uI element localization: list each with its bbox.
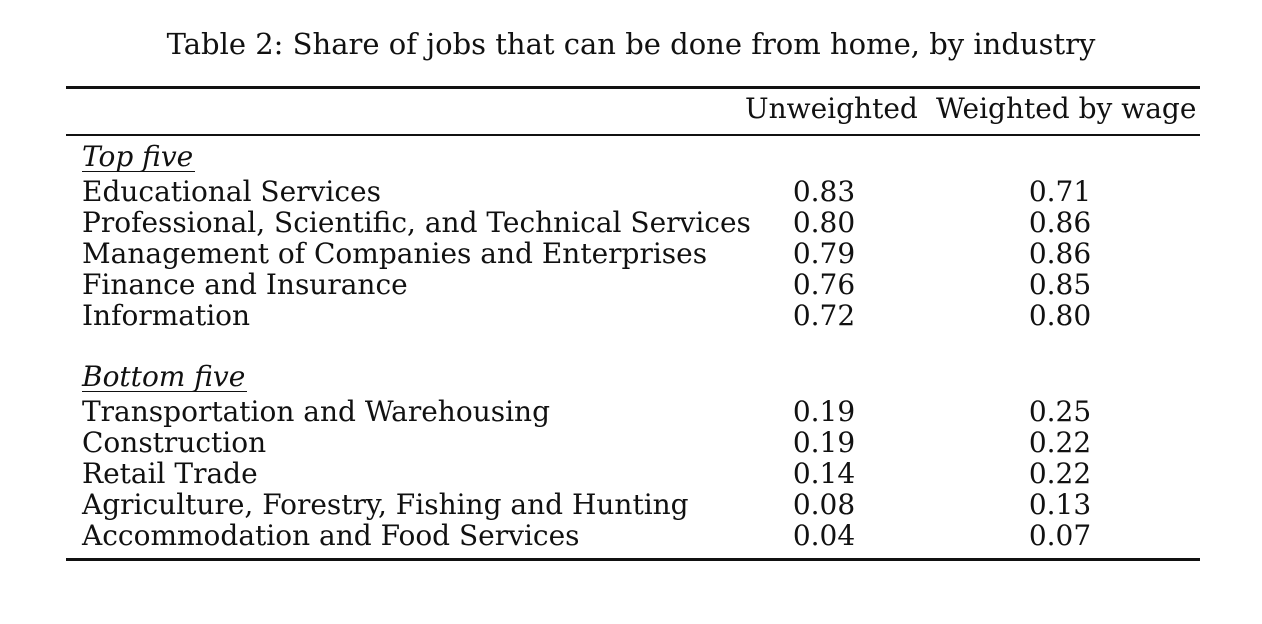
- weighted-value: 0.07: [1028, 519, 1092, 552]
- table-caption: Table 2: Share of jobs that can be done from home, by industry: [166, 27, 1096, 61]
- table-row: [0, 520, 1262, 551]
- table-row: [0, 300, 1262, 331]
- table-row: [0, 396, 1262, 427]
- section-title-top-five-label: Top five: [82, 140, 194, 173]
- table-row: [0, 238, 1262, 269]
- unweighted-value: 0.14: [792, 457, 856, 490]
- weighted-value: 0.80: [1028, 299, 1092, 332]
- weighted-value: 0.85: [1028, 268, 1092, 301]
- weighted-value: 0.22: [1028, 457, 1092, 490]
- weighted-value: 0.22: [1028, 426, 1092, 459]
- weighted-value: 0.13: [1028, 488, 1092, 521]
- industry-name: Agriculture, Forestry, Fishing and Hunting: [82, 488, 689, 521]
- industry-name: Professional, Scientific, and Technical Services: [82, 206, 751, 239]
- column-header-unweighted: Unweighted: [745, 92, 918, 125]
- unweighted-value: 0.79: [792, 237, 856, 270]
- unweighted-value: 0.72: [792, 299, 856, 332]
- table-row: [0, 269, 1262, 300]
- unweighted-value: 0.80: [792, 206, 856, 239]
- section-rows-bottom-five: [0, 396, 1262, 551]
- table-row: [0, 458, 1262, 489]
- unweighted-value: 0.76: [792, 268, 856, 301]
- bottom-rule: [66, 558, 1200, 561]
- industry-name: Retail Trade: [82, 457, 258, 490]
- table-row: [0, 176, 1262, 207]
- weighted-value: 0.71: [1028, 175, 1092, 208]
- unweighted-value: 0.04: [792, 519, 856, 552]
- unweighted-value: 0.19: [792, 395, 856, 428]
- table-row: [0, 489, 1262, 520]
- industry-name: Accommodation and Food Services: [82, 519, 580, 552]
- table-row: [0, 427, 1262, 458]
- weighted-value: 0.86: [1028, 206, 1092, 239]
- table-row: [0, 207, 1262, 238]
- industry-name: Management of Companies and Enterprises: [82, 237, 708, 270]
- section-title-bottom-five: [82, 361, 247, 393]
- industry-name: Information: [82, 299, 251, 332]
- header-rule: [66, 134, 1200, 136]
- unweighted-value: 0.83: [792, 175, 856, 208]
- industry-name: Finance and Insurance: [82, 268, 408, 301]
- section-rows-top-five: [0, 176, 1262, 331]
- industry-name: Transportation and Warehousing: [82, 395, 551, 428]
- unweighted-value: 0.19: [792, 426, 856, 459]
- unweighted-value: 0.08: [792, 488, 856, 521]
- weighted-value: 0.86: [1028, 237, 1092, 270]
- industry-name: Construction: [82, 426, 267, 459]
- weighted-value: 0.25: [1028, 395, 1092, 428]
- column-header-weighted: Weighted by wage: [936, 92, 1197, 125]
- industry-name: Educational Services: [82, 175, 381, 208]
- section-title-top-five: [82, 141, 195, 173]
- top-rule: [66, 86, 1200, 89]
- section-title-bottom-five-label: Bottom five: [82, 360, 246, 393]
